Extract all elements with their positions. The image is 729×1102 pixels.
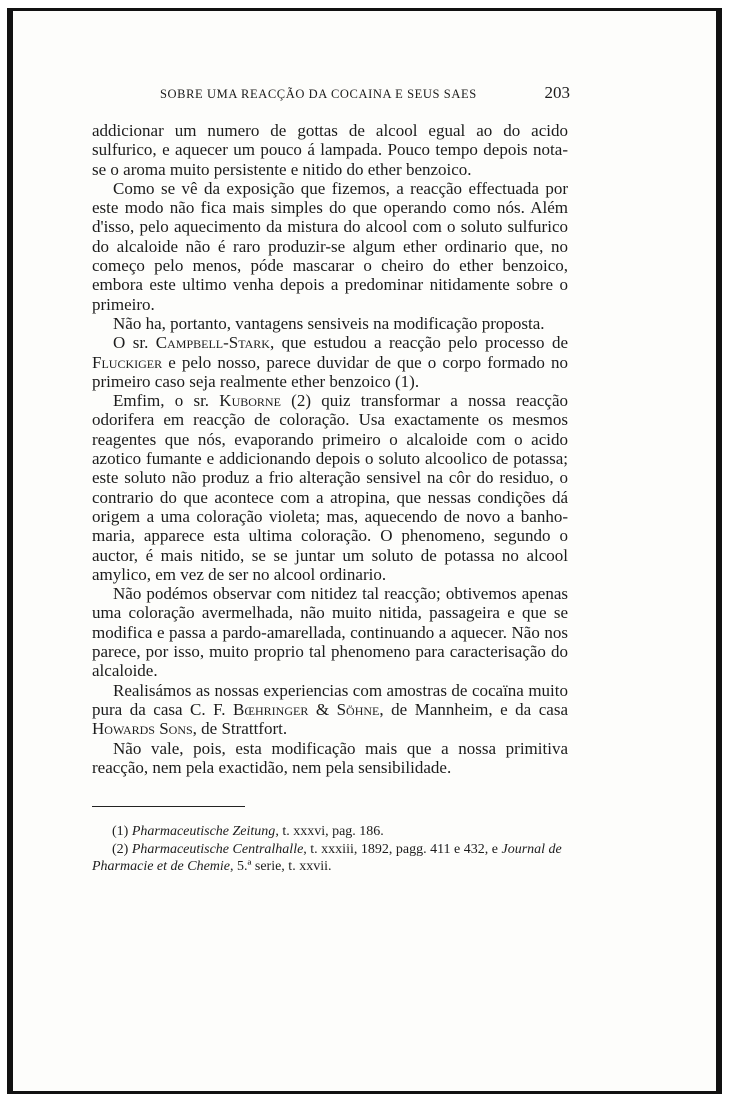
paragraph-5-text-a: Emfim, o sr. bbox=[113, 391, 220, 411]
footnote-2-journal-2: Journal de Pharmacie et de Chemie bbox=[92, 841, 562, 874]
paragraph-7-text-c: , de Mannheim, e da casa bbox=[379, 699, 568, 719]
paragraph-5-text-b: (2) quiz transformar a nossa reacção odorifera em reacção de coloração. Usa exactamente os mesmos reagentes que nós, evaporando primeiro o alcaloide com o acido azotico fumante e addicionando depois o soluto alcoolico de potassa; este soluto não produz a frio alteração sensivel na côr do residuo, o contrario do que acontece com a atropina, que nessas condições dá origem a uma coloração violeta; mas, aquecendo de novo a banho-maria, apparece esta ultima coloração. O phenomeno, segundo o auctor, é mais nitido, se se juntar um soluto de potassa no alcool amylico, em vez de ser no alcool ordinario. bbox=[92, 391, 568, 584]
paragraph-7 bbox=[92, 681, 568, 739]
paragraph-1: addicionar um numero de gottas de alcool egual ao do acido sulfurico, e aquecer um pouco á lampada. Pouco tempo depois nota-se o aroma muito persistente e nitido do ether benzoico. bbox=[92, 121, 568, 179]
paragraph-7-text-b: & bbox=[308, 699, 337, 719]
paragraph-5 bbox=[92, 391, 568, 584]
paragraph-3: Não ha, portanto, vantagens sensiveis na modificação proposta. bbox=[113, 313, 545, 333]
footnote-2-details: , t. xxxiii, 1892, pagg. 411 e 432, e bbox=[303, 841, 502, 857]
footnote-2-mark: (2) bbox=[112, 841, 132, 857]
author-fluckiger: Fluckiger bbox=[92, 352, 163, 372]
paragraph-4 bbox=[92, 333, 568, 391]
firm-sohne: Söhne bbox=[336, 699, 380, 719]
running-title: SOBRE UMA REACÇÃO DA COCAINA E SEUS SAES bbox=[160, 87, 477, 101]
footnote-1 bbox=[92, 823, 572, 841]
running-head bbox=[88, 83, 570, 107]
footnote-1-mark: (1) bbox=[112, 824, 132, 839]
paragraph-4-text-c: e pelo nosso, parece duvidar de que o corpo formado no primeiro caso seja realmente ether benzoico (1). bbox=[92, 352, 568, 391]
body-text bbox=[92, 121, 568, 777]
paragraph-4-text-b: , que estudou a reacção pelo processo de bbox=[269, 333, 568, 353]
author-kuborne: Kuborne bbox=[219, 391, 281, 411]
page-number: 203 bbox=[544, 83, 570, 102]
paragraph-4-text-a: O sr. bbox=[113, 333, 156, 353]
paragraph-2: Como se vê da exposição que fizemos, a reacção effectuada por este modo não fica mais simples do que operando como nós. Além d'isso, pelo aquecimento da mistura do alcool com o soluto sulfurico do alcaloide não é raro produzir-se algum ether ordinario que, no começo pelo menos, póde mascarar o cheiro do ether benzoico, embora este ultimo venha depois a predominar nitidamente sobre o primeiro. bbox=[92, 178, 568, 314]
author-campbell-stark: Campbell-Stark bbox=[155, 333, 270, 353]
footnotes bbox=[92, 823, 572, 876]
paragraph-7-text-d: , de Strattfort. bbox=[192, 719, 288, 739]
firm-boehringer: Bœhringer bbox=[233, 699, 309, 719]
footnote-2-journal: Pharmaceutische Centralhalle bbox=[131, 841, 304, 857]
footnote-1-journal: Pharmaceutische Zeitung bbox=[131, 824, 276, 839]
paragraph-8: Não vale, pois, esta modificação mais que a nossa primitiva reacção, nem pela exactidão, nem pela sensibilidade. bbox=[92, 738, 568, 777]
footnote-1-details: , t. xxxvi, pag. 186. bbox=[275, 824, 384, 839]
footnote-rule bbox=[92, 806, 245, 807]
paragraph-6: Não podémos observar com nitidez tal reacção; obtivemos apenas uma coloração avermelhada, não muito nitida, passageira e que se modifica e passa a pardo-amarellada, continuando a aquecer. Não nos parece, por isso, muito proprio tal phenomeno para caracterisação do alcaloide. bbox=[92, 584, 568, 681]
footnote-2-details-2: , 5.ª serie, t. xxvii. bbox=[230, 859, 332, 874]
firm-howards-sons: Howards Sons bbox=[92, 719, 193, 739]
paragraph-7-text-a: Realisámos as nossas experiencias com amostras de cocaïna muito pura da casa C. F. bbox=[92, 680, 568, 719]
footnote-2 bbox=[92, 841, 572, 876]
